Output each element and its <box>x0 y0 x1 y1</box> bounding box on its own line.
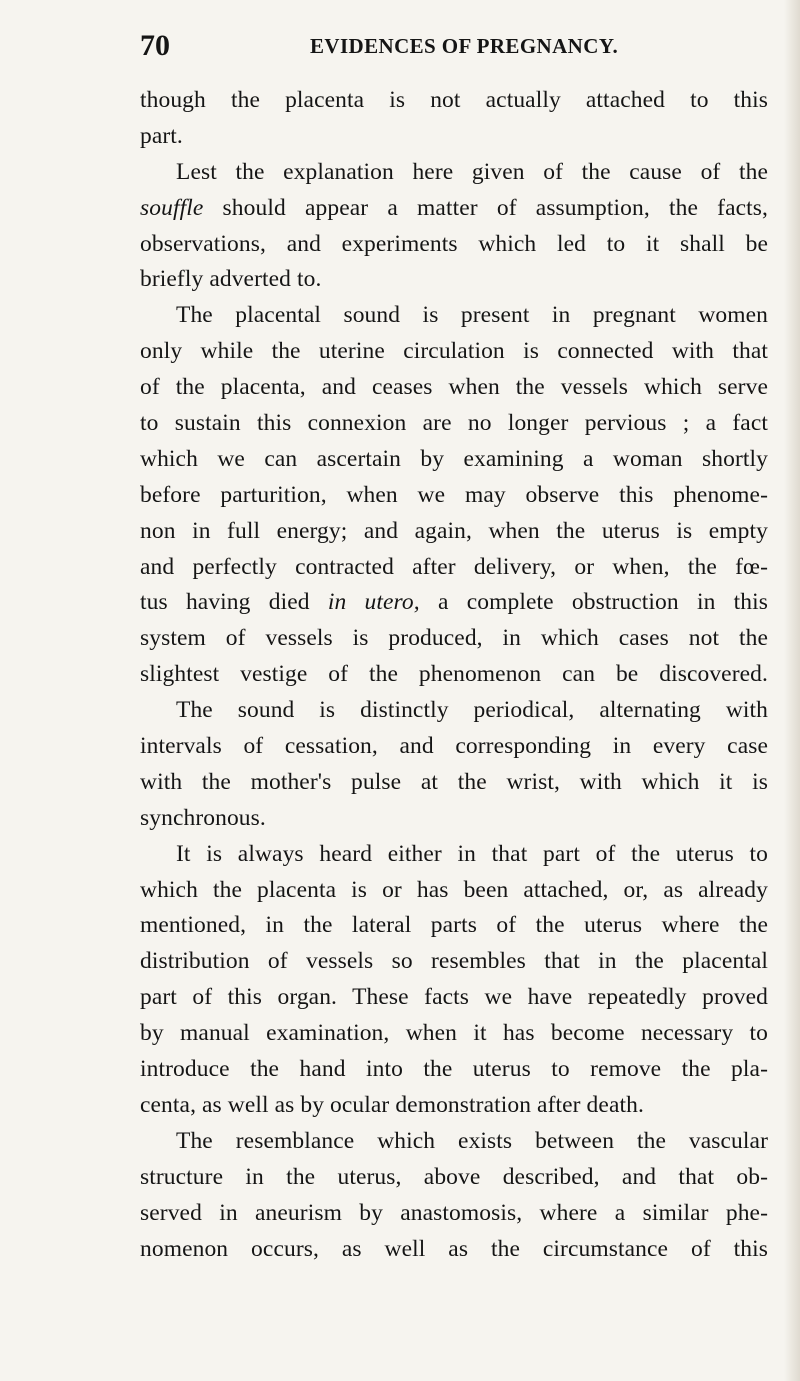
text-line: part of this organ. These facts we have repeatedly proved <box>140 984 768 1011</box>
text-line: by manual examination, when it has become necessary to <box>140 1020 768 1047</box>
text-line: synchronous. <box>140 804 266 831</box>
text-line: non in full energy; and again, when the uterus is empty <box>140 517 768 544</box>
text-line <box>140 585 768 621</box>
line-text: a complete obstruction in this <box>419 589 768 616</box>
running-title: EVIDENCES OF PREGNANCY. <box>310 34 619 58</box>
text-line: of the placenta, and ceases when the vessels which serve <box>140 374 768 401</box>
text-line: and perfectly contracted after delivery, or when, the fœ- <box>140 553 768 580</box>
text-line: introduce the hand into the uterus to remove the pla- <box>140 1056 768 1083</box>
body-text <box>140 83 768 1267</box>
text-line: to sustain this connexion are no longer pervious ; a fact <box>140 410 768 437</box>
italic-term: in utero, <box>327 589 420 616</box>
text-line: which we can ascertain by examining a woman shortly <box>140 445 768 472</box>
text-line: served in aneurism by anastomosis, where a similar phe- <box>140 1199 768 1226</box>
text-line: system of vessels is produced, in which cases not the <box>140 625 768 652</box>
text-line: before parturition, when we may observe this phenome- <box>140 481 768 508</box>
page-number: 70 <box>140 29 170 62</box>
paragraph-first-line: The resemblance which exists between the vascular <box>176 1127 768 1154</box>
text-line: distribution of vessels so resembles that in the placental <box>140 948 768 975</box>
text-line: nomenon occurs, as well as the circumstance of this <box>140 1235 768 1262</box>
text-line: part. <box>140 122 183 149</box>
text-line: slightest vestige of the phenomenon can be discovered. <box>140 661 768 688</box>
text-line: observations, and experiments which led to it shall be <box>140 230 768 257</box>
italic-term: souffle <box>140 194 204 221</box>
page-header <box>140 29 760 63</box>
text-line: intervals of cessation, and corresponding in every case <box>140 733 768 760</box>
text-line: which the placenta is or has been attached, or, as already <box>140 876 768 903</box>
page-edge-shadow <box>784 0 800 1381</box>
text-line: only while the uterine circulation is connected with that <box>140 338 768 365</box>
text-line: structure in the uterus, above described, and that ob- <box>140 1163 768 1190</box>
line-text: tus having died <box>140 589 328 616</box>
line-text: should appear a matter of assumption, the facts, <box>203 194 768 221</box>
text-line: with the mother's pulse at the wrist, with which it is <box>140 768 768 795</box>
text-line: mentioned, in the lateral parts of the uterus where the <box>140 912 768 939</box>
paragraph-first-line: The sound is distinctly periodical, alternating with <box>176 697 768 724</box>
text-line: briefly adverted to. <box>140 266 322 293</box>
text-line: though the placenta is not actually attached to this <box>140 87 768 113</box>
text-line <box>140 191 768 227</box>
paragraph-first-line: Lest the explanation here given of the cause of the <box>176 158 768 185</box>
paragraph-first-line: The placental sound is present in pregnant women <box>176 302 768 329</box>
text-line: centa, as well as by ocular demonstration after death. <box>140 1091 644 1118</box>
paragraph-first-line: It is always heard either in that part of the uterus to <box>176 840 768 867</box>
